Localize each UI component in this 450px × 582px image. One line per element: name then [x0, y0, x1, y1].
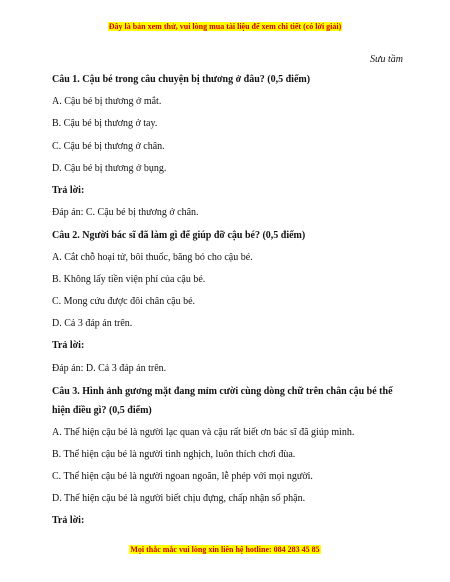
question-1-option-c: C. Cậu bé bị thương ở chân. — [52, 141, 165, 152]
preview-notice-text: Đây là bản xem thử, vui lòng mua tài liệu để xem chi tiết (có lời giải) — [108, 22, 342, 31]
preview-notice-banner — [0, 22, 450, 32]
question-1-answer: Đáp án: C. Cậu bé bị thương ở chân. — [52, 207, 199, 218]
question-3-title: Câu 3. Hình ảnh gương mặt đang mỉm cười cùng dòng chữ trên chân cậu bé thể hiện điều gì? (0,5 điểm) — [52, 386, 393, 416]
hotline-notice-text: Mọi thắc mắc vui lòng xin liên hệ hotline: 084 283 45 85 — [130, 545, 320, 554]
question-2-option-d: D. Cả 3 đáp án trên. — [52, 318, 133, 329]
question-3-option-d: D. Thể hiện cậu bé là người biết chịu đựng, chấp nhận số phận. — [52, 493, 306, 504]
question-2-answer-label: Trả lời: — [52, 340, 85, 351]
question-3-option-c: C. Thể hiện cậu bé là người ngoan ngoãn, lễ phép với mọi người. — [52, 471, 313, 482]
question-1-option-b: B. Cậu bé bị thương ở tay. — [52, 118, 158, 129]
question-3-option-b: B. Thể hiện cậu bé là người tinh nghịch, luôn thích chơi đùa. — [52, 449, 296, 460]
question-2-option-b: B. Không lấy tiền viện phí của cậu bé. — [52, 274, 206, 285]
question-2-option-a: A. Cắt chỗ hoại tử, bôi thuốc, băng bó cho cậu bé. — [52, 252, 253, 263]
question-1-title: Câu 1. Cậu bé trong câu chuyện bị thương ở đâu? (0,5 điểm) — [52, 74, 311, 85]
question-3-answer-label: Trả lời: — [52, 515, 85, 526]
question-1-option-a: A. Cậu bé bị thương ở mắt. — [52, 96, 162, 107]
source-credit: Sưu tầm — [370, 54, 403, 65]
question-1-answer-label: Trả lời: — [52, 185, 85, 196]
question-2-option-c: C. Mong cứu được đôi chân cậu bé. — [52, 296, 196, 307]
hotline-notice-banner — [0, 545, 450, 555]
question-3-option-a: A. Thể hiện cậu bé là người lạc quan và cậu rất biết ơn bác sĩ đã giúp mình. — [52, 427, 355, 438]
question-2-answer: Đáp án: D. Cả 3 đáp án trên. — [52, 363, 167, 374]
question-2-title: Câu 2. Người bác sĩ đã làm gì để giúp đỡ cậu bé? (0,5 điểm) — [52, 230, 306, 241]
question-1-option-d: D. Cậu bé bị thương ở bụng. — [52, 163, 167, 174]
